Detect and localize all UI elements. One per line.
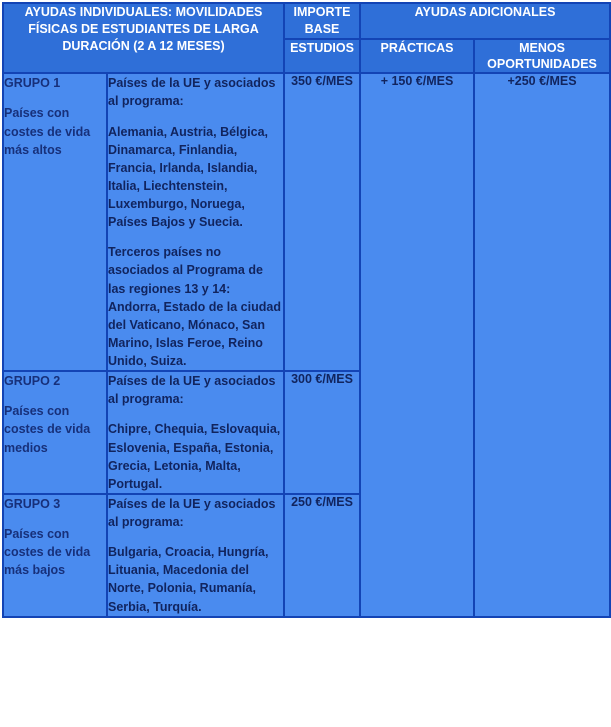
group-3-label-cell <box>3 494 107 617</box>
practicas-amount: + 150 €/MES <box>360 73 474 616</box>
group-2-description: Países con costes de vida medios <box>4 404 91 455</box>
table-row <box>3 73 610 371</box>
aid-amounts-table <box>2 2 611 618</box>
header-menos-oportunidades: MENOS OPORTUNIDADES <box>474 39 610 74</box>
group-1-countries-third: Terceros países no asociados al Programa de las regiones 13 y 14: Andorra, Estado de la ciudad del Vaticano, Mónaco, San Marino, Islas Feroe, Reino Unido, Suiza. <box>108 245 281 368</box>
header-estudios: ESTUDIOS <box>284 39 360 74</box>
group-1-estudios-amount: 350 €/MES <box>284 73 360 371</box>
document-page <box>0 2 611 727</box>
group-2-name: GRUPO 2 <box>4 374 61 389</box>
group-1-countries-intro: Países de la UE y asociados al programa: <box>108 76 276 109</box>
group-1-countries-cell <box>107 73 284 371</box>
group-1-name: GRUPO 1 <box>4 76 61 91</box>
header-ayudas-adicionales: AYUDAS ADICIONALES <box>360 3 610 39</box>
group-2-countries-eu: Chipre, Chequia, Eslovaquia, Eslovenia, España, Estonia, Grecia, Letonia, Malta, Portugal. <box>108 422 281 491</box>
table-title-cell: AYUDAS INDIVIDUALES: MOVILIDADES FÍSICAS DE ESTUDIANTES DE LARGA DURACIÓN (2 A 12 MESES) <box>3 3 284 73</box>
group-2-estudios-amount: 300 €/MES <box>284 371 360 494</box>
menos-oportunidades-amount: +250 €/MES <box>474 73 610 616</box>
header-importe-base: IMPORTE BASE <box>284 3 360 39</box>
group-3-countries-eu: Bulgaria, Croacia, Hungría, Lituania, Macedonia del Norte, Polonia, Rumanía, Serbia, Turquía. <box>108 545 269 614</box>
group-3-countries-intro: Países de la UE y asociados al programa: <box>108 496 276 529</box>
group-1-description: Países con costes de vida más altos <box>4 106 91 157</box>
group-1-countries-eu: Alemania, Austria, Bélgica, Dinamarca, Finlandia, Francia, Irlanda, Islandia, Italia, Liechtenstein, Luxemburgo, Noruega, Países Bajos y Suecia. <box>108 124 269 230</box>
group-2-label-cell <box>3 371 107 494</box>
group-1-label-cell <box>3 73 107 371</box>
header-practicas: PRÁCTICAS <box>360 39 474 74</box>
group-3-estudios-amount: 250 €/MES <box>284 494 360 617</box>
group-2-countries-intro: Países de la UE y asociados al programa: <box>108 374 276 407</box>
group-3-name: GRUPO 3 <box>4 496 61 511</box>
table-header-row-1 <box>3 3 610 39</box>
group-3-countries-cell <box>107 494 284 617</box>
group-2-countries-cell <box>107 371 284 494</box>
group-3-description: Países con costes de vida más bajos <box>4 527 91 578</box>
